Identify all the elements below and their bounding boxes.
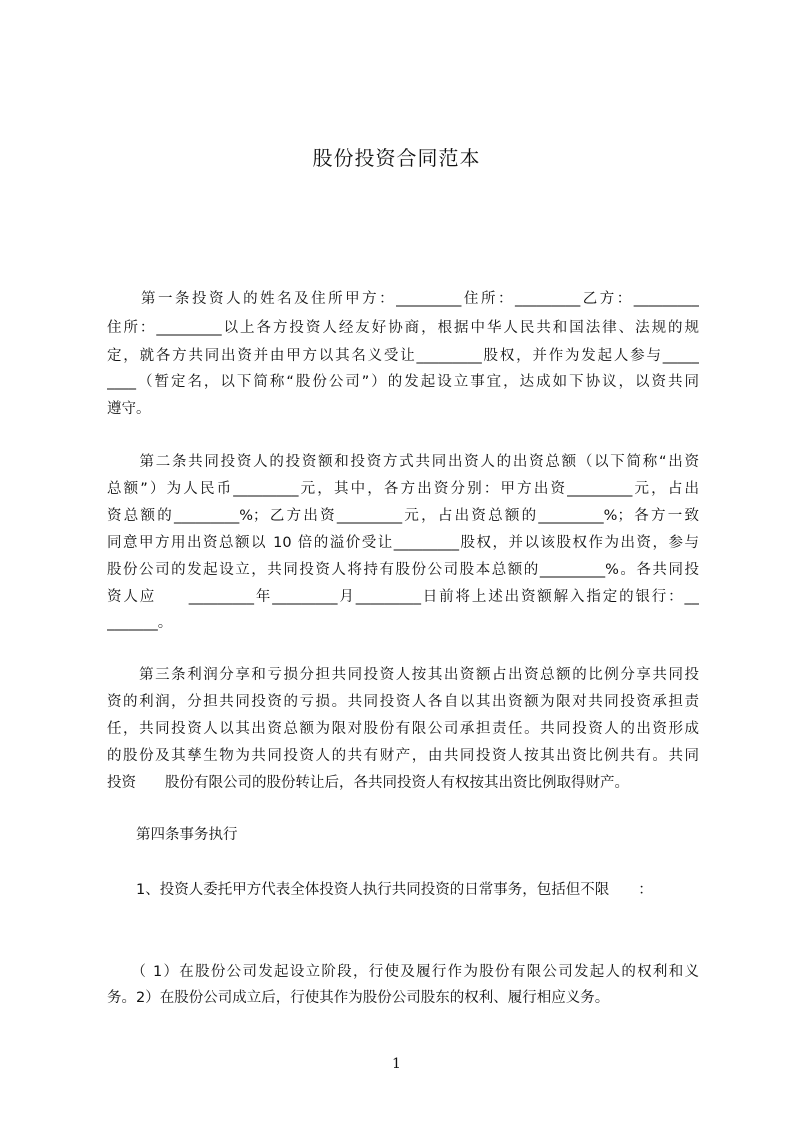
- article-4-item-line-2: 务。2）在股份公司成立后，行使其作为股份公司股东的权利、履行相应义务。: [107, 990, 610, 1006]
- article-4-heading: 第四条事务执行: [107, 827, 238, 843]
- article-2-line-6: 资人应 _________年_________月_________日前将上述出资额解入指定的银行：__: [107, 589, 699, 605]
- article-4-clause-1: 1、投资人委托甲方代表全体投资人执行共同投资的日常事务，包括但不限 ：: [107, 882, 653, 898]
- article-2-line-1: 第二条共同投资人的投资额和投资方式共同出资人的出资总额（以下简称“出资: [107, 454, 699, 470]
- page-number: 1: [392, 1056, 401, 1072]
- article-1-line-4: ____（暂定名，以下简称“股份公司”）的发起设立事宜，达成如下协议，以资共同: [107, 374, 699, 390]
- article-1-line-3: 定，就各方共同出资并由甲方以其名义受让_________股权，并作为发起人参与_____: [107, 348, 699, 364]
- article-3-line-1: 第三条利润分享和亏损分担共同投资人按其出资额占出资总额的比例分享共同投: [107, 667, 699, 683]
- article-3-line-5: 投资 股份有限公司的股份转让后，各共同投资人有权按其出资比例取得财产。: [107, 775, 629, 791]
- article-3-line-4: 的股份及其孳生物为共同投资人的共有财产，由共同投资人按其出资比例共有。共同: [107, 748, 699, 764]
- article-1-line-5: 遵守。: [107, 401, 151, 417]
- article-2-line-4: 同意甲方用出资总额以 10 倍的溢价受让_________股权，并以该股权作为出资，参与: [107, 535, 699, 551]
- article-2-line-7: _______。: [107, 615, 173, 631]
- article-4-item-line-1: （ 1）在股份公司发起设立阶段，行使及履行作为股份有限公司发起人的权利和义: [107, 964, 699, 980]
- article-3-line-2: 资的利润，分担共同投资的亏损。共同投资人各自以其出资额为限对共同投资承担责: [107, 694, 699, 710]
- article-1-line-2: 住所：_________以上各方投资人经友好协商，根据中华人民共和国法律、法规的规: [107, 320, 699, 336]
- article-1-line-1: 第一条投资人的姓名及住所甲方：_________住所：_________乙方：_________: [107, 291, 699, 307]
- document-title: 股份投资合同范本: [312, 146, 481, 170]
- article-2-line-3: 资总额的_________%；乙方出资_________元，占出资总额的_________%；各方一致: [107, 508, 699, 524]
- article-2-line-5: 股份公司的发起设立，共同投资人将持有股份公司股本总额的_________%。各共同投: [107, 562, 699, 578]
- article-2-line-2: 总额”）为人民币_________元，其中，各方出资分别：甲方出资_________元，占出: [107, 481, 699, 497]
- article-3-line-3: 任，共同投资人以其出资总额为限对股份有限公司承担责任。共同投资人的出资形成: [107, 721, 699, 737]
